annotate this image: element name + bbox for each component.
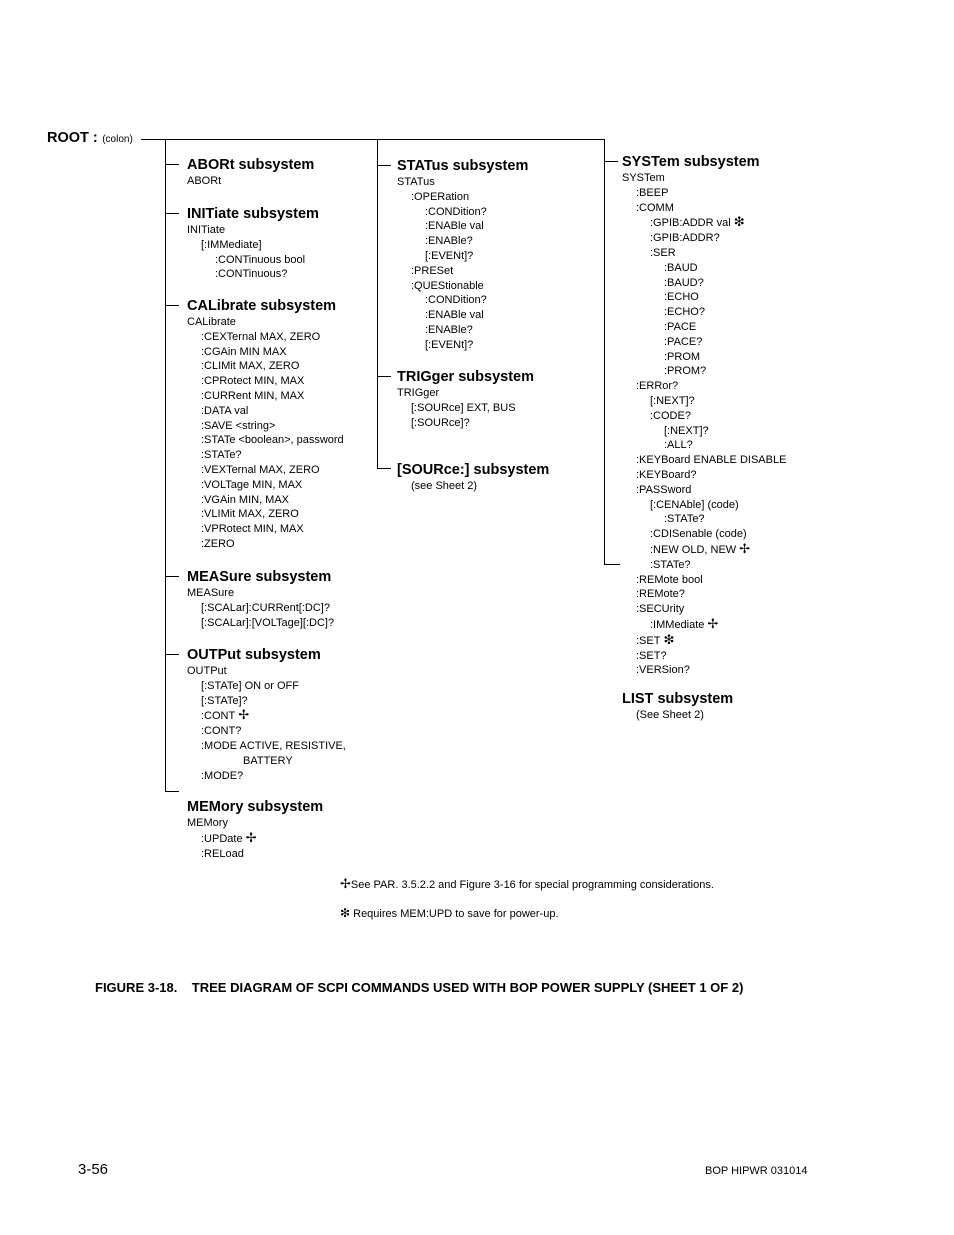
system-subsystem: [622, 153, 786, 678]
command-text: :CURRent MIN, MAX: [201, 389, 305, 402]
command-item: [622, 201, 786, 216]
memory-subsystem: [187, 798, 323, 861]
command-item: [187, 223, 319, 238]
list-heading: LIST subsystem: [622, 691, 734, 707]
command-text: MEASure: [187, 587, 235, 599]
command-text: :SECUrity: [636, 603, 685, 616]
command-text: :STATe?: [650, 558, 691, 571]
command-text: :CPRotect MIN, MAX: [201, 375, 305, 388]
command-text: :BAUD: [664, 261, 698, 274]
command-text: [:SOURce]?: [411, 416, 470, 429]
command-item: [187, 345, 344, 360]
branch-memory: [165, 791, 179, 792]
branch-system: [604, 161, 618, 162]
command-item: [622, 649, 786, 664]
command-text: [:EVENt]?: [425, 249, 474, 262]
page-number: 3-56: [78, 1161, 109, 1178]
command-item: [187, 374, 344, 389]
command-text: :PROM?: [664, 365, 707, 378]
command-item: [187, 522, 344, 537]
command-item: [187, 586, 334, 601]
command-text: INITiate: [187, 224, 226, 236]
command-item: [622, 483, 786, 498]
command-item: [397, 293, 528, 308]
command-text: :ECHO?: [664, 306, 705, 319]
command-item: [622, 602, 786, 617]
cross-mark-icon: ✢: [238, 707, 250, 723]
command-item: [397, 338, 528, 353]
command-text: :REMote bool: [636, 573, 703, 586]
status-subsystem: [397, 157, 528, 353]
command-item: [187, 478, 344, 493]
output-heading: OUTPut subsystem: [187, 647, 321, 663]
command-item: [187, 389, 344, 404]
document-id: BOP HIPWR 031014: [705, 1165, 808, 1177]
command-text: :ENABle val: [425, 309, 484, 322]
command-text: :CDISenable (code): [650, 528, 747, 541]
command-item: [622, 171, 786, 186]
command-item: [622, 617, 786, 633]
command-text: :CONT?: [201, 725, 242, 738]
command-item: [187, 359, 344, 374]
command-item: [622, 527, 786, 542]
command-item: [187, 507, 344, 522]
figure-caption: FIGURE 3-18. TREE DIAGRAM OF SCPI COMMANDS USED WITH BOP POWER SUPPLY (SHEET 1 OF 2): [95, 980, 744, 995]
command-text: (see Sheet 2): [411, 480, 478, 492]
branch-initiate: [165, 213, 179, 214]
abort-subsystem: [187, 156, 314, 189]
measure-heading: MEASure subsystem: [187, 569, 332, 585]
command-text: BATTERY: [243, 754, 293, 767]
command-item: [397, 401, 534, 416]
command-item: [187, 616, 334, 631]
command-item: [187, 847, 323, 862]
command-text: :CONT: [201, 710, 236, 723]
command-item: [622, 587, 786, 602]
command-item: [622, 498, 786, 513]
command-item: [622, 261, 786, 276]
command-item: [397, 249, 528, 264]
command-text: :SAVE <string>: [201, 419, 276, 432]
command-text: :MODE ACTIVE, RESISTIVE,: [201, 739, 346, 752]
command-text: :CONTinuous bool: [215, 253, 306, 266]
command-text: :SET?: [636, 649, 667, 662]
command-item: [187, 253, 319, 268]
col1-vertical: [165, 139, 166, 792]
command-item: [187, 238, 319, 253]
command-text: :PROM: [664, 350, 701, 363]
command-text: :ALL?: [664, 439, 693, 452]
source-subsystem: [397, 461, 549, 494]
command-text: :ERRor?: [636, 380, 679, 393]
command-item: [187, 739, 346, 754]
command-text: :VLIMit MAX, ZERO: [201, 508, 299, 521]
command-item: [187, 537, 344, 552]
command-text: :RELoad: [201, 847, 244, 860]
command-text: :PACE?: [664, 335, 703, 348]
command-text: :QUEStionable: [411, 279, 484, 292]
command-text: OUTPut: [187, 665, 227, 677]
command-item: [187, 724, 346, 739]
command-text: :VGAin MIN, MAX: [201, 493, 290, 506]
command-text: [:SOURce] EXT, BUS: [411, 401, 516, 414]
command-text: :CGAin MIN MAX: [201, 345, 287, 358]
command-item: [397, 308, 528, 323]
root-label-note: (colon): [102, 134, 133, 145]
command-item: [622, 186, 786, 201]
command-item: [187, 664, 346, 679]
root-label: [47, 129, 133, 147]
command-item: [187, 601, 334, 616]
command-item: [622, 290, 786, 305]
command-item: [187, 267, 319, 282]
command-text: ABORt: [187, 175, 222, 187]
command-text: :ENABle val: [425, 220, 484, 233]
command-text: TRIGger: [397, 387, 440, 399]
command-item: [397, 386, 534, 401]
command-item: [397, 205, 528, 220]
command-item: [187, 754, 346, 769]
star-mark-icon: ❇: [663, 631, 675, 647]
cross-mark-icon: ✢: [340, 876, 351, 891]
output-subsystem: [187, 646, 346, 783]
command-item: [622, 633, 786, 649]
command-text: [:EVENt]?: [425, 338, 474, 351]
branch-list: [604, 564, 620, 565]
command-item: [187, 816, 323, 831]
command-item: [187, 448, 344, 463]
abort-heading: ABORt subsystem: [187, 157, 315, 173]
command-item: [622, 394, 786, 409]
command-text: [:SCALar]:CURRent[:DC]?: [201, 601, 330, 614]
command-item: [622, 276, 786, 291]
initiate-subsystem: [187, 205, 319, 282]
command-item: [622, 573, 786, 588]
command-item: [622, 663, 786, 678]
command-item: [622, 438, 786, 453]
branch-trigger: [377, 376, 391, 377]
command-text: :GPIB:ADDR?: [650, 232, 720, 245]
measure-subsystem: [187, 568, 334, 630]
command-text: :BAUD?: [664, 276, 704, 289]
command-item: [397, 175, 528, 190]
command-item: [397, 219, 528, 234]
command-item: [397, 416, 534, 431]
calibrate-subsystem: [187, 297, 344, 552]
command-text: :CODE?: [650, 409, 691, 422]
initiate-heading: INITiate subsystem: [187, 206, 319, 222]
command-item: [622, 708, 733, 723]
command-item: [397, 234, 528, 249]
command-item: [622, 424, 786, 439]
command-text: :GPIB:ADDR val: [650, 217, 731, 230]
command-item: [622, 231, 786, 246]
trigger-subsystem: [397, 368, 534, 430]
command-text: CALibrate: [187, 316, 236, 328]
command-item: [622, 320, 786, 335]
command-text: :COMM: [636, 201, 674, 214]
command-text: :STATe?: [201, 449, 242, 462]
command-item: [187, 315, 344, 330]
command-text: :OPERation: [411, 190, 470, 203]
col2-vertical: [377, 139, 378, 469]
command-text: :STATe?: [664, 513, 705, 526]
command-item: [622, 542, 786, 558]
command-text: :PASSword: [636, 483, 692, 496]
command-item: [622, 468, 786, 483]
command-item: [187, 493, 344, 508]
command-item: [397, 190, 528, 205]
command-text: :SET: [636, 634, 661, 647]
command-item: [397, 264, 528, 279]
command-item: [622, 453, 786, 468]
system-heading: SYSTem subsystem: [622, 154, 760, 170]
command-text: :KEYBoard ENABLE DISABLE: [636, 454, 787, 467]
status-heading: STATus subsystem: [397, 158, 529, 174]
command-item: [187, 330, 344, 345]
root-bus-line: [165, 139, 605, 140]
command-item: [187, 831, 323, 847]
command-text: [:STATe]?: [201, 694, 248, 707]
command-item: [397, 479, 549, 494]
command-text: :DATA val: [201, 404, 249, 417]
col3-vertical: [604, 139, 605, 565]
command-item: [187, 463, 344, 478]
command-text: :CONTinuous?: [215, 268, 288, 281]
branch-output: [165, 654, 179, 655]
command-item: [187, 419, 344, 434]
command-item: [622, 350, 786, 365]
cross-mark-icon: ✢: [739, 540, 751, 556]
footnote-star-text: Requires MEM:UPD to save for power-up.: [353, 908, 559, 920]
command-text: (See Sheet 2): [636, 709, 704, 721]
cross-mark-icon: ✢: [245, 829, 257, 845]
command-text: :REMote?: [636, 588, 685, 601]
command-text: :PRESet: [411, 264, 454, 277]
command-text: :VEXTernal MAX, ZERO: [201, 463, 320, 476]
command-text: :IMMediate: [650, 618, 705, 631]
command-text: [:SCALar]:[VOLTage][:DC]?: [201, 616, 335, 629]
command-item: [187, 433, 344, 448]
command-item: [187, 679, 346, 694]
footnote-cross-text: See PAR. 3.5.2.2 and Figure 3-16 for special programming considerations.: [350, 879, 714, 891]
command-text: :BEEP: [636, 186, 669, 199]
memory-heading: MEMory subsystem: [187, 799, 324, 815]
cross-mark-icon: ✢: [707, 615, 719, 631]
command-text: [:NEXT]?: [650, 394, 695, 407]
command-text: :SER: [650, 246, 676, 259]
command-text: :CEXTernal MAX, ZERO: [201, 330, 321, 343]
command-text: :CONDition?: [425, 294, 487, 307]
command-item: [397, 323, 528, 338]
command-item: [622, 364, 786, 379]
command-text: [:IMMediate]: [201, 238, 262, 251]
command-text: :ECHO: [664, 291, 699, 304]
command-text: :VPRotect MIN, MAX: [201, 523, 304, 536]
trigger-heading: TRIGger subsystem: [397, 369, 534, 385]
command-text: :UPDate: [201, 832, 243, 845]
command-text: :ZERO: [201, 537, 235, 550]
branch-abort: [165, 164, 179, 165]
branch-source: [377, 468, 391, 469]
command-item: [622, 335, 786, 350]
footnote-star: [340, 906, 559, 920]
command-text: [:STATe] ON or OFF: [201, 679, 299, 692]
command-item: [622, 558, 786, 573]
command-text: MEMory: [187, 817, 228, 829]
source-heading: [SOURce:] subsystem: [397, 462, 550, 478]
command-text: STATus: [397, 176, 435, 188]
branch-status: [377, 165, 391, 166]
root-label-text: ROOT :: [47, 130, 98, 146]
command-text: :CONDition?: [425, 205, 487, 218]
command-text: :ENABle?: [425, 323, 473, 336]
command-text: [:CENAble] (code): [650, 498, 739, 511]
command-item: [187, 708, 346, 724]
star-mark-icon: ❇: [733, 214, 745, 230]
command-text: :KEYBoard?: [636, 468, 697, 481]
root-connector: [141, 139, 165, 140]
command-item: [622, 512, 786, 527]
command-text: [:NEXT]?: [664, 424, 709, 437]
command-item: [622, 409, 786, 424]
command-text: :MODE?: [201, 769, 244, 782]
command-text: :ENABle?: [425, 235, 473, 248]
command-text: :CLIMit MAX, ZERO: [201, 360, 300, 373]
command-text: :VOLTage MIN, MAX: [201, 478, 303, 491]
calibrate-heading: CALibrate subsystem: [187, 298, 337, 314]
star-mark-icon: ❇: [340, 906, 351, 920]
command-text: :STATe <boolean>, password: [201, 434, 344, 447]
command-text: :NEW OLD, NEW: [650, 543, 737, 556]
command-item: [622, 215, 786, 231]
command-item: [187, 694, 346, 709]
command-item: [622, 305, 786, 320]
command-text: :VERSion?: [636, 664, 690, 677]
command-item: [187, 404, 344, 419]
command-text: SYSTem: [622, 172, 665, 184]
branch-calibrate: [165, 305, 179, 306]
branch-measure: [165, 576, 179, 577]
command-item: [187, 769, 346, 784]
command-item: [397, 279, 528, 294]
command-text: :PACE: [664, 320, 697, 333]
command-item: [187, 174, 314, 189]
command-item: [622, 379, 786, 394]
list-subsystem: [622, 690, 733, 723]
command-item: [622, 246, 786, 261]
footnote-cross: [340, 876, 714, 892]
